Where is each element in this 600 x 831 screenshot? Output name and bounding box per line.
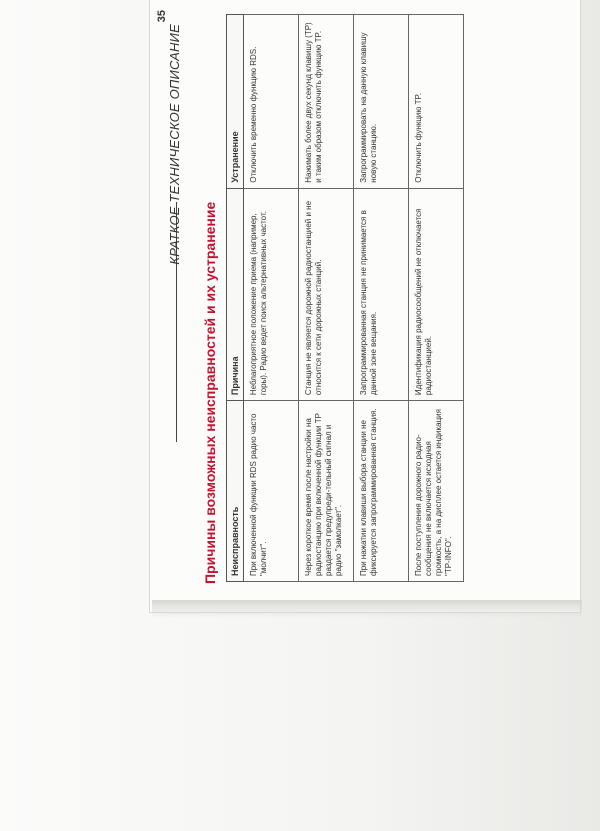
remedy-cell: Отключить временно функцию RDS. (244, 15, 299, 189)
header-cause: Причина (227, 188, 244, 400)
table-header-row (227, 15, 244, 582)
cause-cell: Станция не является дорожной радиостанцией и не относится к сети дорожных станций. (299, 188, 354, 400)
troubleshooting-table (226, 14, 464, 582)
remedy-cell: Нажимать более двух секунд клавишу (TP) и таким образом отключить функцию TP. (299, 15, 354, 189)
remedy-cell: Запрограммировать на данную клавишу новую станцию. (354, 15, 409, 189)
section-title: Причины возможных неисправностей и их устранение (202, 201, 218, 584)
page-number: 35 (156, 10, 168, 23)
cause-cell: Идентификация радиосообщений не отключается радиостанцией. (409, 188, 464, 400)
header-remedy: Устранение (227, 15, 244, 189)
table-row (299, 15, 354, 582)
header-fault: Неисправность (227, 401, 244, 582)
fault-cell: При нажатии клавиши выбора станции не фиксируется запрограммированная станция. (354, 401, 409, 582)
header-title: КРАТКОЕ ТЕХНИЧЕСКОЕ ОПИСАНИЕ (167, 24, 182, 265)
fault-cell: Через короткое время после настройки на радиостанцию при включенной функции TP раздается предупреди-тельный сигнал и радио "замолкает". (299, 401, 354, 582)
remedy-cell: Отключить функцию TP. (409, 15, 464, 189)
table-row (409, 15, 464, 582)
table-row (354, 15, 409, 582)
rotated-page-content (150, 0, 580, 612)
fault-cell: При включенной функции RDS радио часто "молчит". (244, 401, 299, 582)
cause-cell: Запрограммированная станция не принимается в данной зоне вещания. (354, 188, 409, 400)
cause-cell: Неблагоприятное положение приема (например, горы). Радио ведет поиск альтернативных частот. (244, 188, 299, 400)
table-row (244, 15, 299, 582)
fault-cell: После поступления дорожного радио-сообщения не включается исходная громкость, а на дисплее остается индикация "TP-INFO". (409, 401, 464, 582)
